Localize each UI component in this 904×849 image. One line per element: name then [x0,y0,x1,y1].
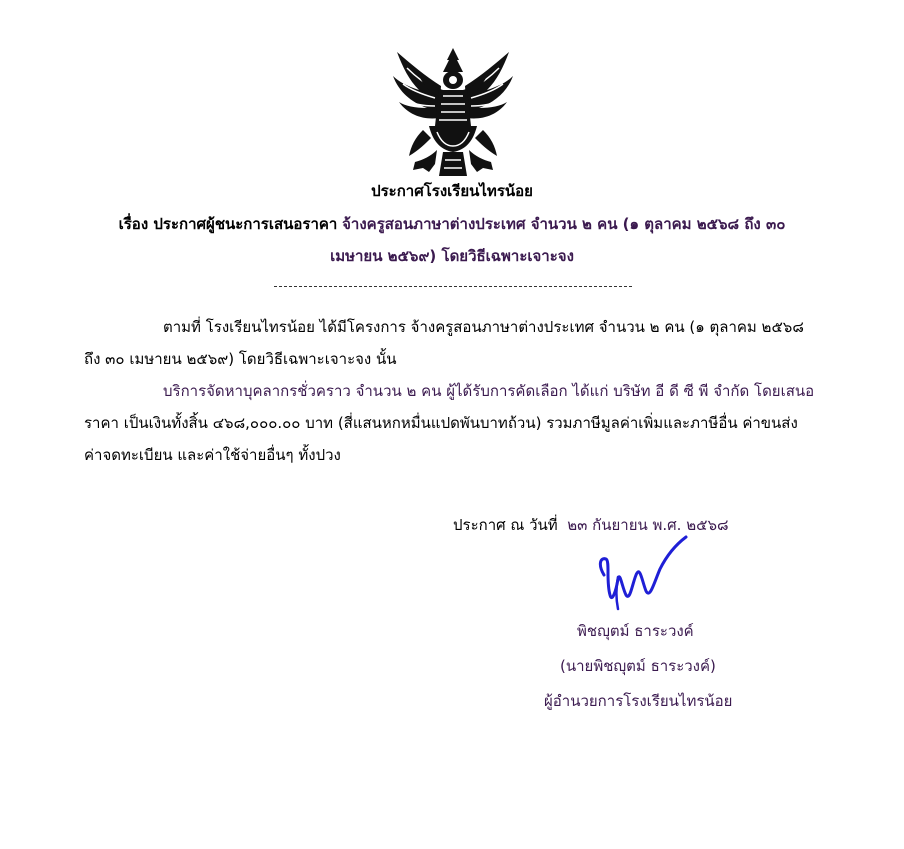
announcement-subject-line-2: เมษายน ๒๕๖๙) โดยวิธีเฉพาะเจาะจง [330,247,574,265]
announcement-title: ประกาศโรงเรียนไทรน้อย [371,182,533,200]
signer-position: ผู้อำนวยการโรงเรียนไทรน้อย [544,692,733,710]
date-value: ๒๓ กันยายน พ.ศ. ๒๕๖๘ [567,516,729,534]
paragraph-2-line-2: ราคา เป็นเงินทั้งสิ้น ๔๖๘,๐๐๐.๐๐ บาท (สี่แสนหกหมื่นแปดพันบาทถ้วน) รวมภาษีมูลค่าเพิ่มและภาษีอื่น ค่าขนส่ง [84,414,798,432]
signer-name: พิชญุตม์ ธาระวงค์ [577,622,694,640]
paragraph-2-line-1: บริการจัดหาบุคลากรชั่วคราว จำนวน ๒ คน ผู้ได้รับการคัดเลือก ได้แก่ บริษัท อี ดี ซี พี จำกัด โดยเสนอ [163,382,815,400]
paragraph-1-line-2: ถึง ๓๐ เมษายน ๒๕๖๙) โดยวิธีเฉพาะเจาะจง นั้น [84,350,397,368]
signer-full-name: (นายพิชญุตม์ ธาระวงค์) [560,657,716,675]
announcement-date [453,514,729,536]
subject-text: จ้างครูสอนภาษาต่างประเทศ จำนวน ๒ คน (๑ ตุลาคม ๒๕๖๘ ถึง ๓๐ [342,215,786,233]
subject-prefix: เรื่อง ประกาศผู้ชนะการเสนอราคา [118,215,338,233]
date-prefix: ประกาศ ณ วันที่ [453,516,558,534]
garuda-emblem-icon [389,46,517,178]
paragraph-2-line-3: ค่าจดทะเบียน และค่าใช้จ่ายอื่นๆ ทั้งปวง [84,446,341,464]
divider [274,286,632,287]
announcement-subject-line-1 [0,213,904,235]
handwritten-signature [596,535,692,613]
paragraph-1-line-1: ตามที่ โรงเรียนไทรน้อย ได้มีโครงการ จ้างครูสอนภาษาต่างประเทศ จำนวน ๒ คน (๑ ตุลาคม ๒๕๖๘ [163,318,804,336]
